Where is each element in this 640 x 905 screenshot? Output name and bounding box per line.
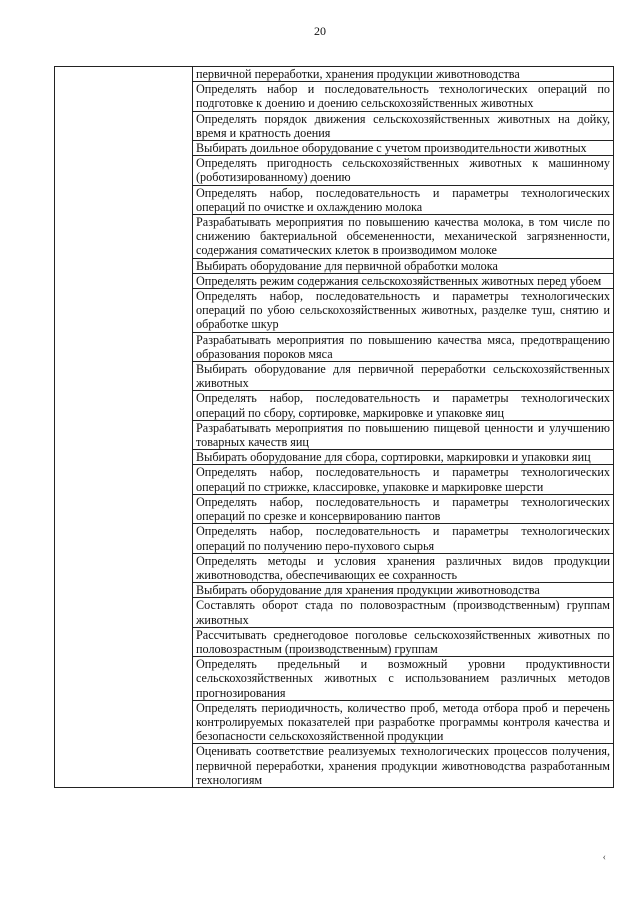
list-item: Определять набор и последовательность технологических операций по подготовке к доению и доению сельскохозяйственных животных	[193, 82, 613, 111]
list-item: Определять предельный и возможный уровни продуктивности сельскохозяйственных животных с использованием различных методов прогнозирования	[193, 657, 613, 701]
list-item: Разрабатывать мероприятия по повышению пищевой ценности и улучшению товарных качеств яиц	[193, 421, 613, 450]
footer-mark: ‹	[602, 852, 606, 863]
list-item: Рассчитывать среднегодовое поголовье сельскохозяйственных животных по половозрастным (производственным) группам	[193, 628, 613, 657]
skills-table	[54, 66, 614, 788]
list-item: Выбирать оборудование для сбора, сортировки, маркировки и упаковки яиц	[193, 450, 613, 465]
list-item: Определять периодичность, количество проб, метода отбора проб и перечень контролируемых показателей при разработке программы контроля качества и безопасности сельскохозяйственной продукции	[193, 701, 613, 745]
list-item: Определять набор, последовательность и параметры технологических операций по очистке и охлаждению молока	[193, 186, 613, 215]
list-item: Оценивать соответствие реализуемых технологических процессов получения, первичной переработки, хранения продукции животноводства разработанным технологиям	[196, 744, 610, 787]
list-item: Выбирать доильное оборудование с учетом производительности животных	[193, 141, 613, 156]
list-item: Определять пригодность сельскохозяйственных животных к машинному (роботизированному) доению	[193, 156, 613, 185]
list-item: Разрабатывать мероприятия по повышению качества мяса, предотвращению образования пороков мяса	[193, 333, 613, 362]
list-item: Выбирать оборудование для первичной обработки молока	[193, 259, 613, 274]
list-item: Определять набор, последовательность и параметры технологических операций по убою сельскохозяйственных животных, разделке туш, снятию и обработке шкур	[193, 289, 613, 333]
list-item: Определять набор, последовательность и параметры технологических операций по сбору, сортировке, маркировке и упаковке яиц	[193, 391, 613, 420]
list-item: Определять набор, последовательность и параметры технологических операций по срезке и консервированию пантов	[193, 495, 613, 524]
page-number: 20	[314, 24, 326, 38]
list-item: Разрабатывать мероприятия по повышению качества молока, в том числе по снижению бактериальной обсемененности, механической загрязненности, содержания соматических клеток в производимом молоке	[193, 215, 613, 259]
list-item: Определять методы и условия хранения различных видов продукции животноводства, обеспечивающих ее сохранность	[193, 554, 613, 583]
list-item: Выбирать оборудование для хранения продукции животноводства	[193, 583, 613, 598]
table-row	[55, 67, 614, 788]
list-item: Определять набор, последовательность и параметры технологических операций по получению перо-пухового сырья	[193, 524, 613, 553]
list-item: Определять режим содержания сельскохозяйственных животных перед убоем	[193, 274, 613, 289]
list-item: Составлять оборот стада по половозрастным (производственным) группам животных	[193, 598, 613, 627]
list-item: Определять набор, последовательность и параметры технологических операций по стрижке, классировке, упаковке и маркировке шерсти	[193, 465, 613, 494]
right-column-cell	[193, 67, 614, 788]
list-item: Выбирать оборудование для первичной переработки сельскохозяйственных животных	[193, 362, 613, 391]
list-item: Определять порядок движения сельскохозяйственных животных на дойку, время и кратность доения	[193, 112, 613, 141]
left-column-cell	[55, 67, 193, 788]
list-item: первичной переработки, хранения продукции животноводства	[193, 67, 613, 82]
